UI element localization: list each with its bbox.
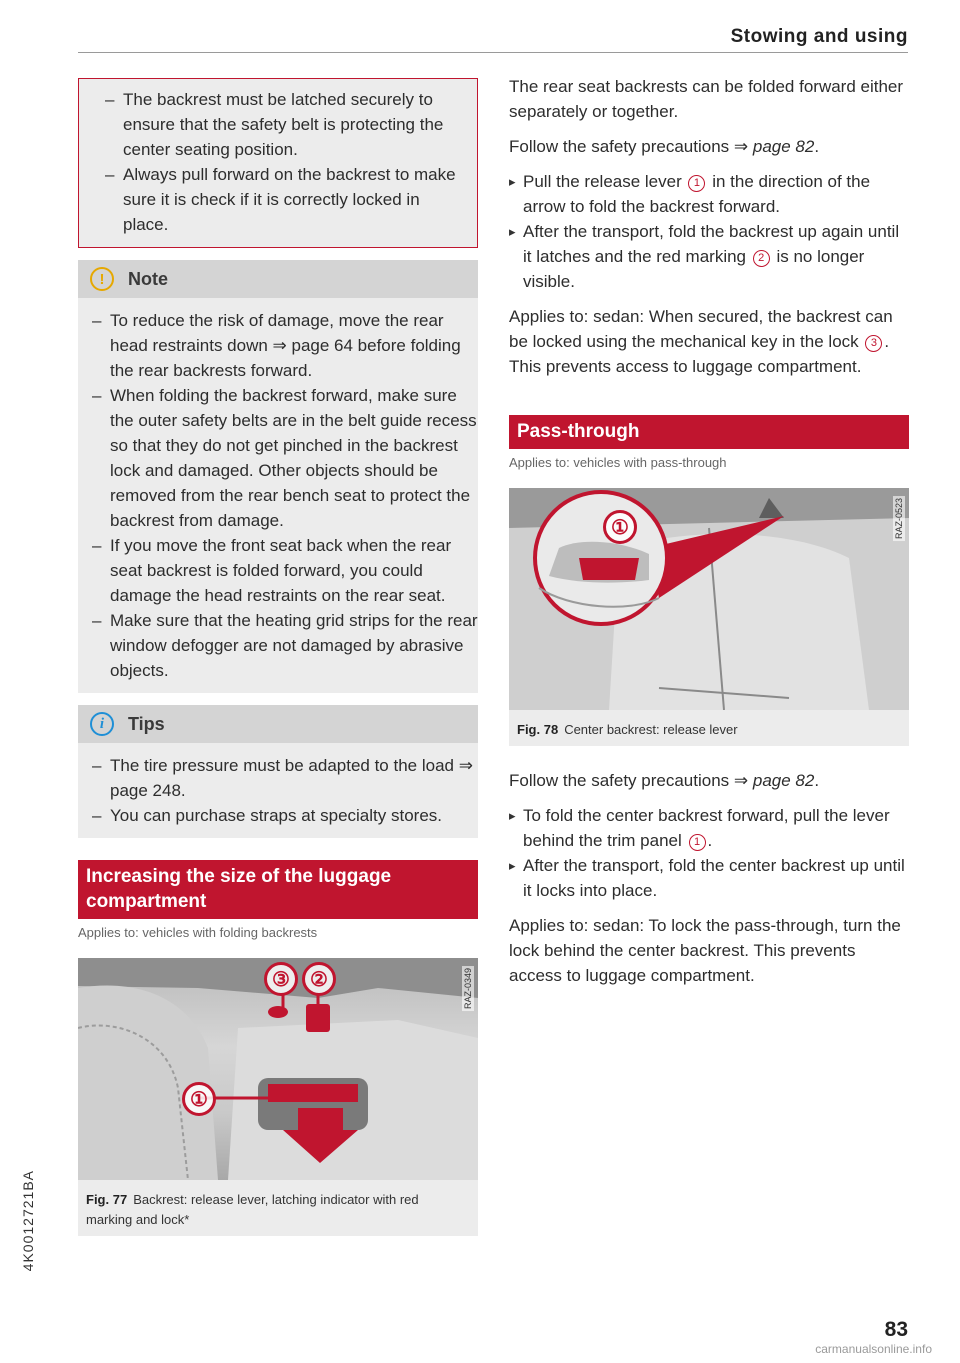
note-item: – Make sure that the heating grid strips for the rear window defogger are not damaged by abrasive objects. xyxy=(80,608,478,683)
step-text: . xyxy=(707,831,713,850)
tips-box xyxy=(78,705,478,838)
paragraph-text: . This prevents access to luggage compartment. xyxy=(509,332,890,376)
intro-paragraph: The rear seat backrests can be folded forward either separately or together. xyxy=(509,77,904,121)
section-heading-pass-through: Pass-through xyxy=(509,415,909,449)
tips-item: – You can purchase straps at specialty stores. xyxy=(80,803,478,828)
warning-box xyxy=(78,78,478,248)
figure-caption-text: Backrest: release lever, latching indicator with red marking and lock* xyxy=(86,1192,419,1227)
figure-caption-text: Center backrest: release lever xyxy=(564,722,738,737)
step-item xyxy=(509,169,909,219)
step-item xyxy=(509,803,909,853)
paragraph-text: Applies to: sedan: When secured, the backrest can be locked using the mechanical key in the lock xyxy=(509,307,893,351)
callout-red-marking: ② xyxy=(302,962,336,996)
step-text: After the transport, fold the backrest up again until it latches and the red marking xyxy=(523,222,900,266)
step-text: in the direction of the arrow to fold the backrest forward. xyxy=(523,172,871,216)
figure-caption xyxy=(78,1180,478,1236)
footer-watermark: carmanualsonline.info xyxy=(815,1342,932,1356)
callout-release-lever: ① xyxy=(182,1082,216,1116)
applies-sedan-paragraph xyxy=(509,304,909,379)
note-title: Note xyxy=(128,268,168,289)
note-header xyxy=(78,260,478,298)
safety-precautions-line: Follow the safety precautions ⇒ page 82. xyxy=(509,771,820,790)
applies-to-note: Applies to: vehicles with pass-through xyxy=(509,455,727,470)
document-code: 4K0012721BA xyxy=(20,1170,36,1272)
callout-ref: 3 xyxy=(865,335,882,352)
figure-caption xyxy=(509,710,909,746)
figure-77 xyxy=(78,958,478,1236)
note-item: – If you move the front seat back when the rear seat backrest is folded forward, you could damage the head restraints on the rear seat. xyxy=(80,533,478,608)
left-column xyxy=(78,74,478,1236)
callout-release-lever: ① xyxy=(603,510,637,544)
note-item: – To reduce the risk of damage, move the rear head restraints down ⇒ page 64 before folding the rear backrests forward. xyxy=(80,308,478,383)
warning-item: – The backrest must be latched securely to ensure that the safety belt is protecting the center seating position. xyxy=(93,87,463,162)
page-link[interactable]: page 82 xyxy=(752,137,815,156)
figure-code: RAZ-0349 xyxy=(463,968,473,1010)
callout-ref: 1 xyxy=(689,834,706,851)
backrest-release-illustration xyxy=(78,958,478,1180)
center-backrest-illustration xyxy=(509,488,909,710)
exclamation-icon: ! xyxy=(90,267,114,291)
safety-text: Follow the safety precautions ⇒ xyxy=(509,771,753,790)
safety-text: Follow the safety precautions ⇒ xyxy=(509,137,753,156)
tips-item: – The tire pressure must be adapted to the load ⇒ page 248. xyxy=(80,753,478,803)
step-text: Pull the release lever xyxy=(523,172,687,191)
page-number: 83 xyxy=(884,1318,908,1341)
pass-through-drawing xyxy=(509,488,909,710)
step-text: To fold the center backrest forward, pull the lever behind the trim panel xyxy=(523,806,890,850)
step-item: ▸ After the transport, fold the center backrest up until it locks into place. xyxy=(509,853,909,903)
step-item xyxy=(509,219,909,294)
safety-precautions-line: Follow the safety precautions ⇒ page 82. xyxy=(509,137,820,156)
steps-list xyxy=(509,803,909,903)
steps-list xyxy=(509,169,909,294)
note-box xyxy=(78,260,478,693)
applies-sedan-paragraph: Applies to: sedan: To lock the pass-through, turn the lock behind the center backrest. This prevents access to luggage compartment. xyxy=(509,916,901,985)
figure-label: Fig. 78 xyxy=(517,722,559,737)
callout-lock: ③ xyxy=(264,962,298,996)
warning-item: – Always pull forward on the backrest to make sure it is check if it is correctly locked in place. xyxy=(93,162,463,237)
figure-label: Fig. 77 xyxy=(86,1192,128,1207)
info-icon: i xyxy=(90,712,114,736)
callout-ref: 1 xyxy=(688,175,705,192)
applies-to-note: Applies to: vehicles with folding backrests xyxy=(78,925,318,940)
figure-78 xyxy=(509,488,909,746)
page-link[interactable]: page 82 xyxy=(752,771,815,790)
tips-header xyxy=(78,705,478,743)
page-header-title: Stowing and using xyxy=(730,26,908,47)
note-item: – When folding the backrest forward, make sure the outer safety belts are in the belt guide recess so that they do not get pinched in the backrest lock and damaged. Other objects should be removed from the rear bench seat to protect the backrest from damage. xyxy=(80,383,478,533)
header-divider xyxy=(78,52,908,53)
tips-title: Tips xyxy=(128,713,165,734)
section-heading-luggage: Increasing the size of the luggage compartment xyxy=(78,860,478,919)
step-text: is no longer visible. xyxy=(523,247,865,291)
figure-code: RAZ-0523 xyxy=(894,498,904,540)
callout-ref: 2 xyxy=(753,250,770,267)
right-column xyxy=(509,74,909,988)
